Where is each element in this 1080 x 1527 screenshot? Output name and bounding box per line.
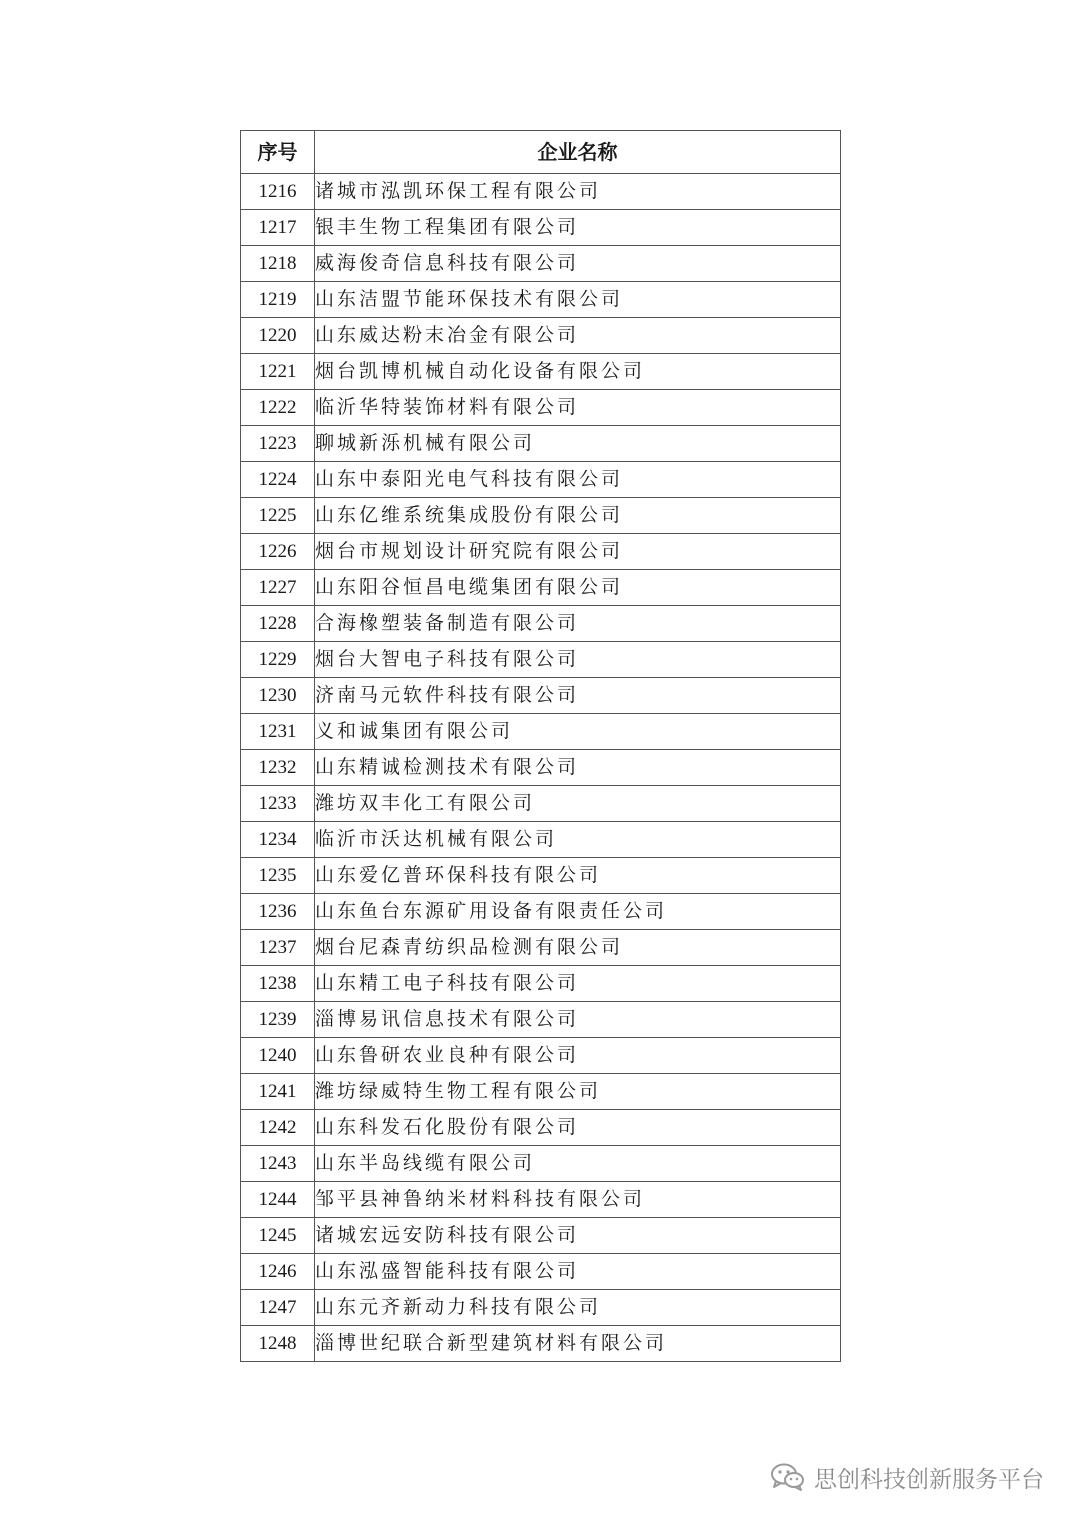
- company-name-cell: 山东科发石化股份有限公司: [315, 1110, 841, 1146]
- serial-number-cell: 1234: [241, 822, 315, 858]
- company-name-cell: 山东鱼台东源矿用设备有限责任公司: [315, 894, 841, 930]
- company-name-cell: 山东亿维系统集成股份有限公司: [315, 498, 841, 534]
- serial-number-cell: 1242: [241, 1110, 315, 1146]
- table-row: [241, 894, 841, 930]
- watermark-text: 思创科技创新服务平台: [814, 1466, 1044, 1493]
- serial-number-cell: 1232: [241, 750, 315, 786]
- company-name-cell: 山东爱亿普环保科技有限公司: [315, 858, 841, 894]
- serial-number-cell: 1237: [241, 930, 315, 966]
- table-row: [241, 354, 841, 390]
- serial-number-cell: 1236: [241, 894, 315, 930]
- watermark: [770, 1460, 1044, 1494]
- table-row: [241, 318, 841, 354]
- serial-number-cell: 1229: [241, 642, 315, 678]
- company-name-cell: 银丰生物工程集团有限公司: [315, 210, 841, 246]
- company-name-cell: 烟台尼森青纺织品检测有限公司: [315, 930, 841, 966]
- serial-number-cell: 1240: [241, 1038, 315, 1074]
- table-row: [241, 750, 841, 786]
- table-row: [241, 462, 841, 498]
- table-row: [241, 606, 841, 642]
- company-name-cell: 合海橡塑装备制造有限公司: [315, 606, 841, 642]
- company-name-cell: 山东精工电子科技有限公司: [315, 966, 841, 1002]
- company-name-cell: 山东鲁研农业良种有限公司: [315, 1038, 841, 1074]
- serial-number-cell: 1241: [241, 1074, 315, 1110]
- table-row: [241, 1002, 841, 1038]
- company-name-cell: 义和诚集团有限公司: [315, 714, 841, 750]
- table-row: [241, 714, 841, 750]
- serial-number-cell: 1220: [241, 318, 315, 354]
- serial-number-cell: 1218: [241, 246, 315, 282]
- table-row: [241, 1074, 841, 1110]
- company-name-cell: 临沂市沃达机械有限公司: [315, 822, 841, 858]
- serial-number-cell: 1225: [241, 498, 315, 534]
- company-name-cell: 山东阳谷恒昌电缆集团有限公司: [315, 570, 841, 606]
- company-name-cell: 诸城市泓凯环保工程有限公司: [315, 174, 841, 210]
- company-name-cell: 山东泓盛智能科技有限公司: [315, 1254, 841, 1290]
- company-name-cell: 诸城宏远安防科技有限公司: [315, 1218, 841, 1254]
- header-company-name: 企业名称: [315, 131, 841, 174]
- table-row: [241, 534, 841, 570]
- serial-number-cell: 1231: [241, 714, 315, 750]
- serial-number-cell: 1239: [241, 1002, 315, 1038]
- table-row: [241, 1290, 841, 1326]
- company-name-cell: 山东半岛线缆有限公司: [315, 1146, 841, 1182]
- table-row: [241, 1038, 841, 1074]
- company-name-cell: 山东中泰阳光电气科技有限公司: [315, 462, 841, 498]
- serial-number-cell: 1226: [241, 534, 315, 570]
- serial-number-cell: 1223: [241, 426, 315, 462]
- table-row: [241, 570, 841, 606]
- serial-number-cell: 1217: [241, 210, 315, 246]
- serial-number-cell: 1216: [241, 174, 315, 210]
- table-row: [241, 1182, 841, 1218]
- wechat-icon: [770, 1462, 806, 1492]
- serial-number-cell: 1230: [241, 678, 315, 714]
- serial-number-cell: 1233: [241, 786, 315, 822]
- table-row: [241, 390, 841, 426]
- company-name-cell: 威海俊奇信息科技有限公司: [315, 246, 841, 282]
- table-row: [241, 1218, 841, 1254]
- serial-number-cell: 1224: [241, 462, 315, 498]
- serial-number-cell: 1221: [241, 354, 315, 390]
- table-body: [241, 174, 841, 1362]
- company-name-cell: 山东精诚检测技术有限公司: [315, 750, 841, 786]
- serial-number-cell: 1248: [241, 1326, 315, 1362]
- serial-number-cell: 1222: [241, 390, 315, 426]
- serial-number-cell: 1227: [241, 570, 315, 606]
- serial-number-cell: 1238: [241, 966, 315, 1002]
- company-name-cell: 淄博易讯信息技术有限公司: [315, 1002, 841, 1038]
- serial-number-cell: 1246: [241, 1254, 315, 1290]
- serial-number-cell: 1219: [241, 282, 315, 318]
- table-row: [241, 426, 841, 462]
- table-row: [241, 678, 841, 714]
- company-list-table: [240, 130, 841, 1362]
- table-header: [241, 131, 841, 174]
- company-name-cell: 山东威达粉末冶金有限公司: [315, 318, 841, 354]
- company-name-cell: 山东洁盟节能环保技术有限公司: [315, 282, 841, 318]
- company-name-cell: 临沂华特装饰材料有限公司: [315, 390, 841, 426]
- company-name-cell: 烟台大智电子科技有限公司: [315, 642, 841, 678]
- serial-number-cell: 1235: [241, 858, 315, 894]
- company-name-cell: 潍坊绿威特生物工程有限公司: [315, 1074, 841, 1110]
- serial-number-cell: 1245: [241, 1218, 315, 1254]
- company-name-cell: 济南马元软件科技有限公司: [315, 678, 841, 714]
- table-row: [241, 930, 841, 966]
- company-name-cell: 邹平县神鲁纳米材料科技有限公司: [315, 1182, 841, 1218]
- table-row: [241, 174, 841, 210]
- table-row: [241, 786, 841, 822]
- serial-number-cell: 1243: [241, 1146, 315, 1182]
- table-row: [241, 822, 841, 858]
- table-row: [241, 642, 841, 678]
- serial-number-cell: 1228: [241, 606, 315, 642]
- serial-number-cell: 1247: [241, 1290, 315, 1326]
- company-name-cell: 山东元齐新动力科技有限公司: [315, 1290, 841, 1326]
- table-row: [241, 1146, 841, 1182]
- header-serial-number: 序号: [241, 131, 315, 174]
- company-name-cell: 潍坊双丰化工有限公司: [315, 786, 841, 822]
- table-row: [241, 210, 841, 246]
- company-name-cell: 聊城新泺机械有限公司: [315, 426, 841, 462]
- table-row: [241, 498, 841, 534]
- table-row: [241, 1254, 841, 1290]
- company-name-cell: 淄博世纪联合新型建筑材料有限公司: [315, 1326, 841, 1362]
- serial-number-cell: 1244: [241, 1182, 315, 1218]
- header-row: [241, 131, 841, 174]
- table-row: [241, 858, 841, 894]
- company-name-cell: 烟台市规划设计研究院有限公司: [315, 534, 841, 570]
- table-row: [241, 282, 841, 318]
- table-row: [241, 1326, 841, 1362]
- table-row: [241, 966, 841, 1002]
- table-row: [241, 1110, 841, 1146]
- company-name-cell: 烟台凯博机械自动化设备有限公司: [315, 354, 841, 390]
- table-row: [241, 246, 841, 282]
